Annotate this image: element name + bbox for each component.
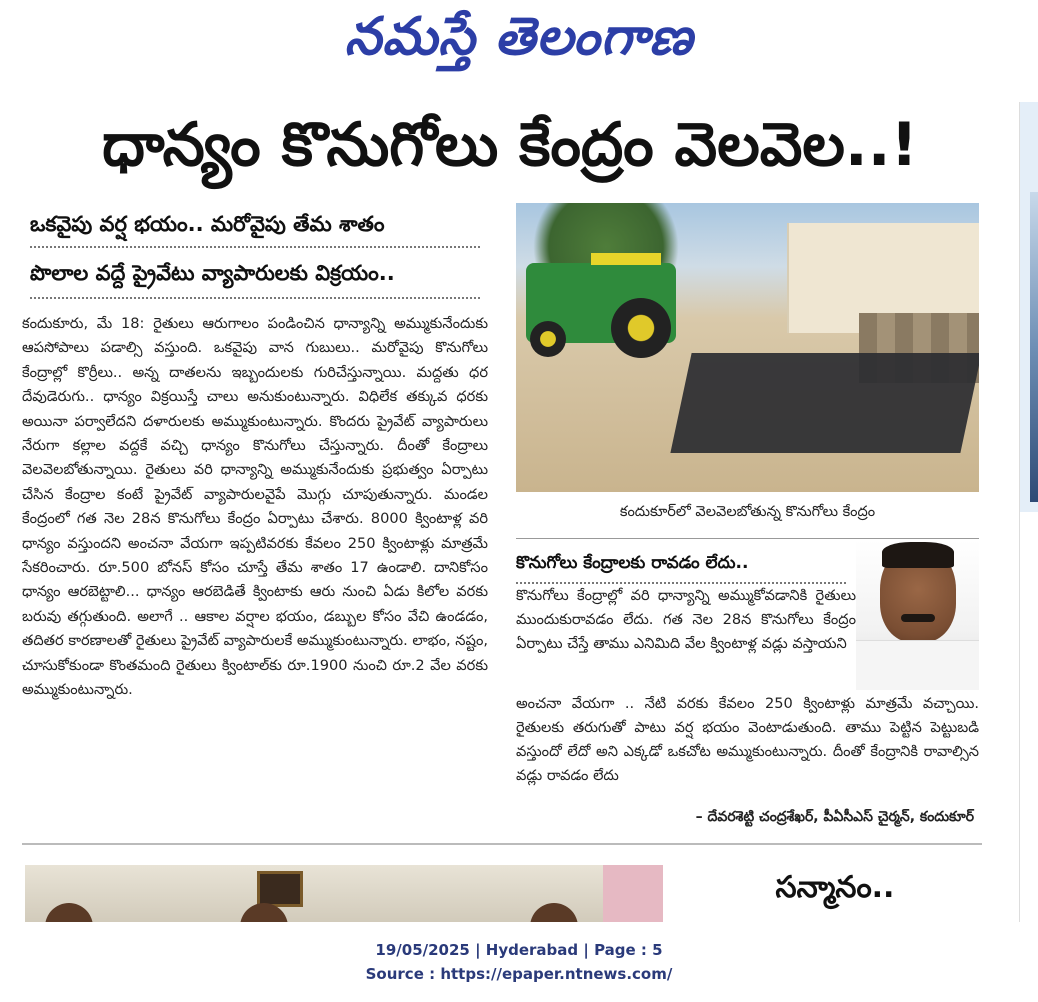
photo-person (530, 903, 578, 922)
photo-person (45, 903, 93, 922)
photo-background-panel (603, 865, 663, 922)
subhead-divider (30, 297, 480, 299)
photo-wall-frame (257, 871, 303, 907)
quote-heading: కొనుగోలు కేంద్రాలకు రావడం లేదు.. (516, 553, 749, 573)
article-headline: ధాన్యం కొనుగోలు కేంద్రం వెలవెల..! (102, 110, 918, 180)
quote-text-narrow: కొనుగోలు కేంద్రాల్లో వరి ధాన్యాన్ని అమ్ముకోవడానికి రైతులు ముందుకురావడం లేదు. గత నెల 28న కొనుగోలు కేంద్రం ఏర్పాటు చేస్తే తాము ఎనిమిది వేల క్వింటాళ్ల వడ్లు వస్తాయని (516, 587, 856, 652)
chairman-portrait (856, 540, 979, 690)
photo-tarpaulin (670, 353, 979, 453)
portrait-mustache (901, 614, 935, 622)
portrait-shirt (856, 640, 979, 690)
felicitation-photo (25, 865, 663, 922)
photo-tractor-wheel (611, 298, 671, 358)
epaper-footer (0, 938, 1038, 988)
next-article-heading: సన్మానం.. (775, 870, 895, 905)
photo-tractor-canopy (591, 253, 661, 265)
article-body: కందుకూరు, మే 18: రైతులు ఆరుగాలం పండించిన ధాన్యాన్ని అమ్ముకునేందుకు ఆపసోపాలు పడాల్సి వస్తుంది. ఒకవైపు వాన గుబులు.. మరోవైపు కొనుగోలు కేంద్రాల్లో కొర్రీలు.. అన్న దాతలను ఇబ్బందులకు గురిచేస్తున్నాయి. మద్దతు ధర దేవుడెరుగు.. ధాన్యం విక్రయిస్తే చాలు అనుకుంటున్నారు. విధిలేక తక్కువ ధరకు అయినా పర్వాలేదని దళారులకు అమ్ముకుంటున్నారు. కొందరు ప్రైవేట్ వ్యాపారులు నేరుగా కల్లాల వద్దకే వచ్చి ధాన్యం కొనుగోలు చేస్తున్నారు. దీంతో కేంద్రాలు వెలవెలబోతున్నాయి. రైతులు వరి ధాన్యాన్ని అమ్ముకునేందుకు ప్రభుత్వం ఏర్పాటు చేసిన కేంద్రాల కంటే ప్రైవేట్ వ్యాపారులవైపే మొగ్గు చూపుతున్నారు. మండల కేంద్రంలో గత నెల 28న కొనుగోలు కేంద్రం ఏర్పాటు చేశారు. 8000 క్వింటాళ్ల వరి ధాన్యం వస్తుందని అంచనా వేయగా ఇప్పటివరకు కేవలం 250 క్వింటాళ్లు మాత్రమే సేకరించారు. రూ.500 బోనస్ కోసం చూస్తే తేమ శాతం 17 ఉండాలి. దానికోసం ధాన్యం ఆరబెట్టాలి... ధాన్యం ఆరబెడితే క్వింటాకు ఆరు నుంచి ఏడు కిలోల వరకు బరువు తగ్గుతుంది. అలాగే .. ఆకాల వర్షాల భయం, డబ్బుల కోసం వేచి ఉండడం, తదితర కారణాలతో రైతులు ప్రైవేట్ వ్యాపారులకే అమ్ముకుంటున్నారు. లాభం, నష్టం, చూసుకోకుండా కొంతమంది రైతులు క్వింటాల్‌కు రూ.1900 నుంచి రూ.2 వేల వరకు అమ్ముకుంటున్నారు. (22, 315, 488, 699)
footer-source-link[interactable]: Source : https://epaper.ntnews.com/ (365, 965, 673, 983)
article-subhead-2: పొలాల వద్దే ప్రైవేటు వ్యాపారులకు విక్రయం.. (30, 261, 395, 285)
subhead-divider (30, 246, 480, 248)
portrait-hair (882, 542, 954, 568)
photo-caption: కందుకూర్‌లో వెలవెలబోతున్న కొనుగోలు కేంద్రం (619, 504, 876, 520)
newspaper-masthead: నమస్తే తెలంగాణ (344, 7, 694, 67)
quote-text-wide: అంచనా వేయగా .. నేటి వరకు కేవలం 250 క్వింటాళ్లు మాత్రమే వచ్చాయి. రైతులకు తరుగుతో పాటు వర్ష భయం వెంటాడుతుంది. తాము పెట్టిన పెట్టుబడి వస్తుందో లేదో అని ఎక్కడో ఒకచోట అమ్ముకుంటున్నారు. దీంతో కేంద్రానికి రావాల్సిన వడ్లు రావడం లేదు (516, 695, 979, 784)
adjacent-column-strip (1019, 102, 1038, 922)
footer-date-line: 19/05/2025 | Hyderabad | Page : 5 (375, 941, 663, 959)
section-rule (516, 538, 979, 539)
photo-tractor-wheel (530, 321, 566, 357)
quote-attribution: – దేవరశెట్టి చంద్రశేఖర్, పీఏసీఎస్ చైర్మన్, కందుకూర్ (695, 809, 974, 825)
adjacent-column-image (1030, 192, 1038, 502)
procurement-center-photo (516, 203, 979, 492)
section-rule (22, 843, 982, 845)
article-subhead-1: ఒకవైపు వర్ష భయం.. మరోవైపు తేమ శాతం (30, 212, 385, 236)
